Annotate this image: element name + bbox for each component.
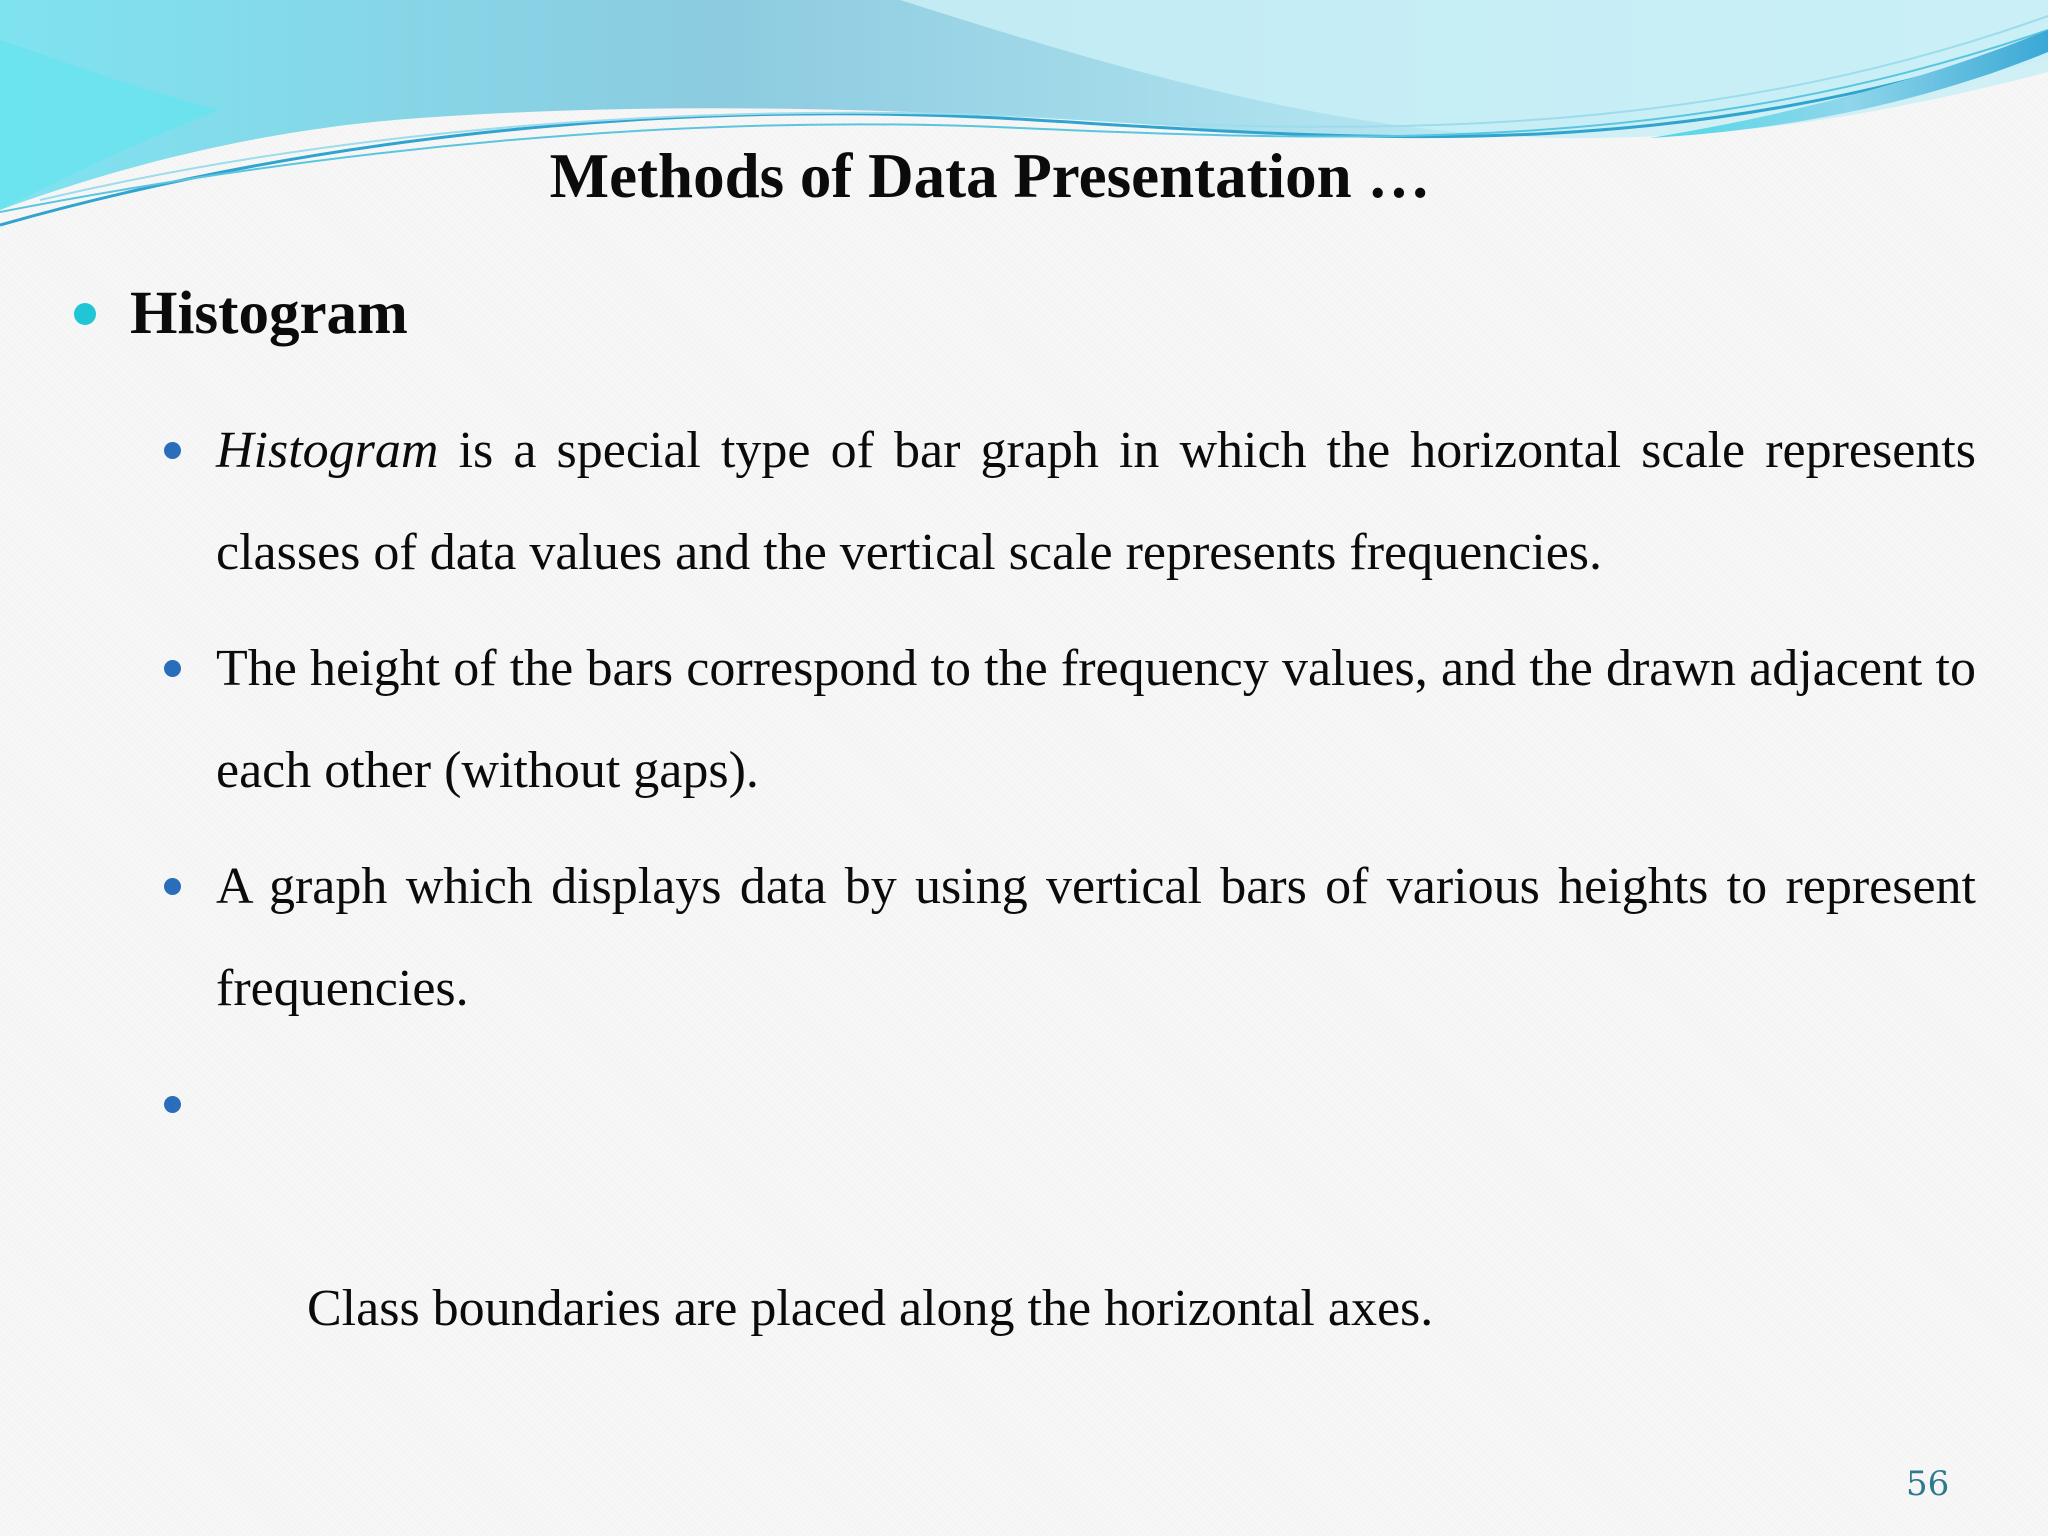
bullet-text: A graph which displays data by using vertical bars of various heights to represent frequencies. bbox=[216, 858, 1976, 1017]
bullet-item bbox=[164, 836, 1976, 1040]
bullet-item bbox=[164, 400, 1976, 604]
bullet-text: is a special type of bar graph in which the horizontal scale represents classes of data values and the vertical scale represents frequencies. bbox=[216, 422, 1976, 581]
bullet-text: Class boundaries are placed along the horizontal axes. bbox=[294, 1280, 1434, 1337]
slide-title: Methods of Data Presentation … bbox=[549, 141, 1431, 211]
page-number: 56 bbox=[1906, 1464, 1950, 1504]
section-heading-label: Histogram bbox=[130, 280, 408, 347]
bullet-circle-icon bbox=[164, 660, 181, 677]
bullet-circle-icon bbox=[164, 442, 181, 459]
bullet-item bbox=[164, 1054, 1976, 1462]
bullet-circle-icon bbox=[164, 1096, 181, 1113]
bullet-text: The height of the bars correspond to the frequency values, and the drawn adjacent to each other (without gaps). bbox=[216, 640, 1976, 799]
section-heading bbox=[74, 276, 408, 352]
bullet-circle-icon bbox=[164, 878, 181, 895]
bullet-item bbox=[164, 618, 1976, 822]
bullet-list bbox=[164, 400, 1976, 1476]
bullet-circle-icon bbox=[74, 303, 96, 325]
bullet-lead-term: Histogram bbox=[216, 422, 439, 479]
